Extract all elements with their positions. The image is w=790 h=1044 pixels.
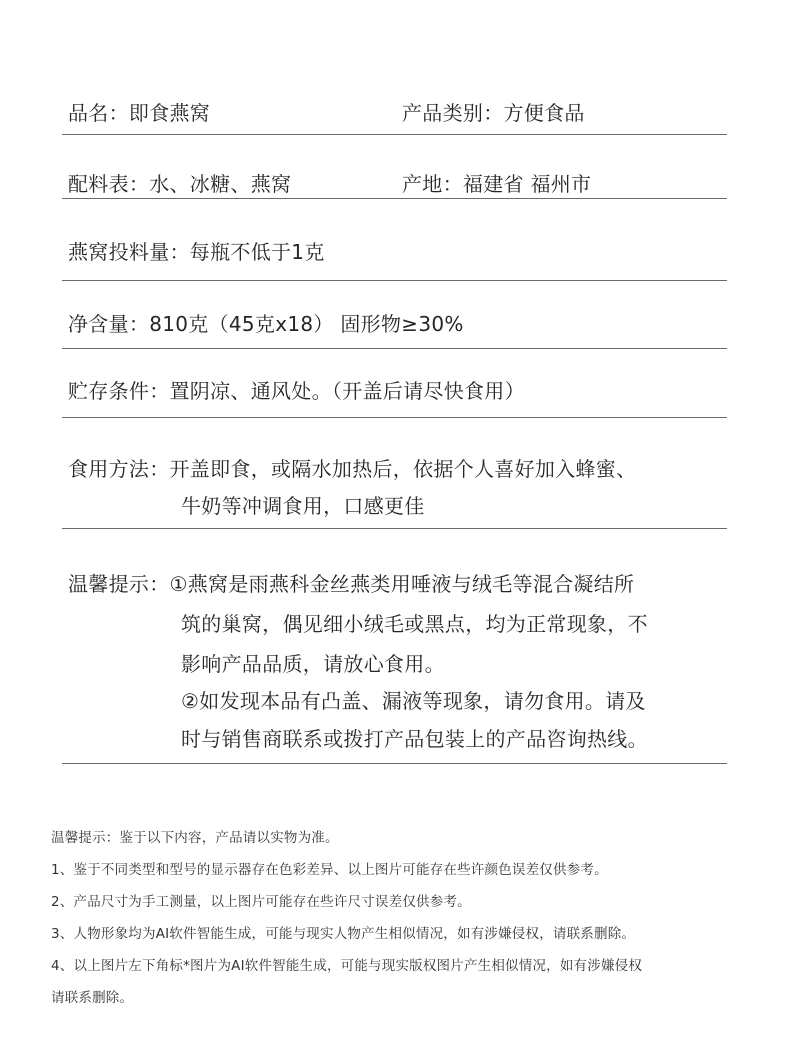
product-name: 品名：即食燕窝 [68, 101, 211, 125]
tip-line-3: 影响产品品质，请放心食用。 [181, 652, 445, 676]
storage: 贮存条件：置阴凉、通风处。（开盖后请尽快食用） [68, 379, 525, 403]
tip-line-1: 温馨提示：①燕窝是雨燕科金丝燕类用唾液与绒毛等混合凝结所 [68, 572, 635, 596]
spec-row-dosage [62, 198, 727, 281]
spec-row-storage [62, 348, 727, 418]
spec-row-tips [62, 528, 727, 764]
spec-row-ingredients [62, 134, 727, 199]
origin: 产地：福建省 福州市 [402, 172, 592, 196]
net-content: 净含量：810克（45克x18） 固形物≥30% [68, 312, 464, 336]
dosage: 燕窝投料量：每瓶不低于1克 [68, 240, 325, 264]
note-item-1: 1、鉴于不同类型和型号的显示器存在色彩差异、以上图片可能存在些许颜色误差仅供参考。 [51, 862, 608, 878]
spec-row-usage [62, 417, 727, 529]
usage-line-1: 食用方法：开盖即食，或隔水加热后，依据个人喜好加入蜂蜜、 [68, 457, 637, 481]
tip-line-5: 时与销售商联系或拨打产品包装上的产品咨询热线。 [181, 727, 648, 751]
product-category: 产品类别：方便食品 [402, 101, 585, 125]
ingredients: 配料表：水、冰糖、燕窝 [68, 172, 292, 196]
note-item-3: 3、人物形象均为AI软件智能生成，可能与现实人物产生相似情况，如有涉嫌侵权，请联系删除。 [51, 926, 636, 942]
tip-line-2: 筑的巢窝，偶见细小绒毛或黑点，均为正常现象，不 [181, 612, 648, 636]
spec-row-name [62, 92, 727, 135]
note-item-2: 2、产品尺寸为手工测量，以上图片可能存在些许尺寸误差仅供参考。 [51, 894, 471, 910]
spec-row-net [62, 280, 727, 349]
usage-line-2: 牛奶等冲调食用，口感更佳 [181, 494, 425, 518]
note-item-4: 4、以上图片左下角标*图片为AI软件智能生成，可能与现实版权图片产生相似情况，如有涉嫌侵权 [51, 958, 643, 974]
tip-line-4: ②如发现本品有凸盖、漏液等现象，请勿食用。请及 [181, 689, 646, 713]
note-item-4-cont: 请联系删除。 [51, 990, 134, 1006]
notes-title: 温馨提示：鉴于以下内容，产品请以实物为准。 [51, 830, 339, 846]
